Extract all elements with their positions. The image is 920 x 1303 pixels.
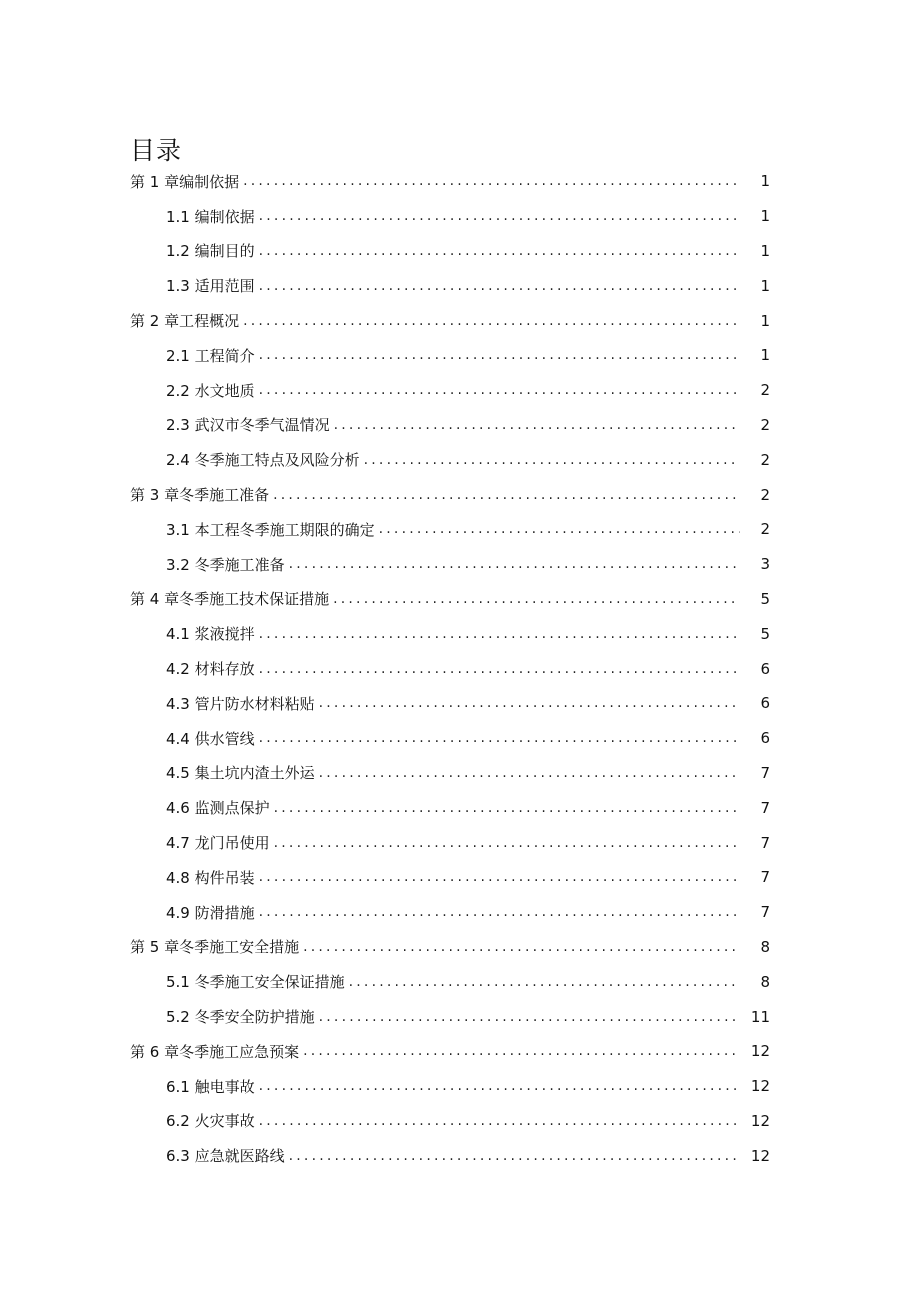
toc-entry-title: 第 6 章冬季施工应急预案 — [130, 1042, 300, 1061]
toc-section-entry[interactable] — [0, 825, 920, 860]
toc-entry-title: 5.2 冬季安全防护措施 — [166, 1008, 315, 1027]
toc-entry-title: 4.6 监测点保护 — [166, 799, 270, 818]
toc-dot-leader — [259, 207, 740, 225]
toc-entry-title: 2.4 冬季施工特点及风险分析 — [166, 451, 360, 470]
toc-section-entry[interactable] — [0, 268, 920, 303]
toc-entry-title: 4.7 龙门吊使用 — [166, 834, 270, 853]
toc-entry-title: 4.9 防滑措施 — [166, 903, 255, 922]
toc-section-entry[interactable] — [0, 1138, 920, 1173]
toc-entry-title: 第 1 章编制依据 — [130, 172, 240, 191]
toc-page-number: 2 — [760, 520, 770, 539]
toc-entry-title: 3.1 本工程冬季施工期限的确定 — [166, 520, 375, 539]
table-of-contents — [0, 164, 920, 1173]
toc-page-number: 12 — [750, 1111, 770, 1130]
toc-page-number: 5 — [760, 624, 770, 643]
toc-dot-leader — [349, 973, 740, 991]
toc-dot-leader — [259, 868, 740, 886]
toc-section-entry[interactable] — [0, 860, 920, 895]
toc-entry-title: 第 5 章冬季施工安全措施 — [130, 938, 300, 957]
toc-page-number: 12 — [750, 1042, 770, 1061]
toc-page-number: 1 — [760, 276, 770, 295]
toc-dot-leader — [259, 346, 740, 364]
toc-section-entry[interactable] — [0, 234, 920, 269]
toc-chapter-entry[interactable] — [0, 930, 920, 965]
toc-page-number: 8 — [760, 972, 770, 991]
toc-page-number: 1 — [760, 241, 770, 260]
toc-section-entry[interactable] — [0, 199, 920, 234]
toc-section-entry[interactable] — [0, 964, 920, 999]
toc-dot-leader — [334, 416, 740, 434]
toc-dot-leader — [259, 1077, 740, 1095]
toc-chapter-entry[interactable] — [0, 477, 920, 512]
toc-page-number: 6 — [760, 694, 770, 713]
toc-page-number: 2 — [760, 381, 770, 400]
toc-entry-title: 1.1 编制依据 — [166, 207, 255, 226]
toc-dot-leader — [259, 242, 740, 260]
toc-section-entry[interactable] — [0, 756, 920, 791]
toc-entry-title: 4.3 管片防水材料粘贴 — [166, 694, 315, 713]
toc-dot-leader — [319, 694, 740, 712]
toc-entry-title: 2.3 武汉市冬季气温情况 — [166, 416, 330, 435]
toc-dot-leader — [273, 486, 740, 504]
toc-page-number: 6 — [760, 659, 770, 678]
toc-section-entry[interactable] — [0, 408, 920, 443]
toc-section-entry[interactable] — [0, 338, 920, 373]
toc-chapter-entry[interactable] — [0, 1034, 920, 1069]
toc-page-number: 8 — [760, 937, 770, 956]
toc-section-entry[interactable] — [0, 616, 920, 651]
toc-section-entry[interactable] — [0, 512, 920, 547]
toc-section-entry[interactable] — [0, 442, 920, 477]
toc-section-entry[interactable] — [0, 1104, 920, 1139]
toc-chapter-entry[interactable] — [0, 164, 920, 199]
toc-chapter-entry[interactable] — [0, 582, 920, 617]
toc-page-number: 2 — [760, 415, 770, 434]
toc-page-number: 3 — [760, 555, 770, 574]
toc-chapter-entry[interactable] — [0, 303, 920, 338]
toc-entry-title: 4.4 供水管线 — [166, 729, 255, 748]
toc-entry-title: 4.1 浆液搅拌 — [166, 625, 255, 644]
toc-entry-title: 6.1 触电事故 — [166, 1077, 255, 1096]
toc-page-number: 7 — [760, 903, 770, 922]
toc-dot-leader — [259, 381, 740, 399]
toc-entry-title: 2.1 工程简介 — [166, 346, 255, 365]
toc-entry-title: 6.3 应急就医路线 — [166, 1147, 285, 1166]
toc-dot-leader — [333, 590, 740, 608]
toc-section-entry[interactable] — [0, 547, 920, 582]
toc-page-number: 11 — [750, 1007, 770, 1026]
toc-dot-leader — [259, 660, 740, 678]
toc-dot-leader — [259, 277, 740, 295]
toc-page-number: 2 — [760, 485, 770, 504]
toc-entry-title: 1.3 适用范围 — [166, 277, 255, 296]
toc-dot-leader — [259, 625, 740, 643]
toc-section-entry[interactable] — [0, 373, 920, 408]
toc-page-number: 1 — [760, 346, 770, 365]
toc-section-entry[interactable] — [0, 651, 920, 686]
toc-entry-title: 4.2 材料存放 — [166, 660, 255, 679]
toc-section-entry[interactable] — [0, 895, 920, 930]
toc-section-entry[interactable] — [0, 1069, 920, 1104]
toc-page-number: 1 — [760, 172, 770, 191]
toc-entry-title: 4.5 集土坑内渣土外运 — [166, 764, 315, 783]
toc-page-number: 6 — [760, 729, 770, 748]
toc-page-number: 7 — [760, 868, 770, 887]
toc-dot-leader — [243, 172, 740, 190]
toc-dot-leader — [364, 451, 740, 469]
toc-page-number: 5 — [760, 589, 770, 608]
toc-dot-leader — [259, 729, 740, 747]
toc-dot-leader — [303, 938, 740, 956]
toc-entry-title: 2.2 水文地质 — [166, 381, 255, 400]
toc-dot-leader — [303, 1042, 740, 1060]
toc-entry-title: 3.2 冬季施工准备 — [166, 555, 285, 574]
toc-section-entry[interactable] — [0, 721, 920, 756]
toc-section-entry[interactable] — [0, 790, 920, 825]
toc-dot-leader — [319, 1008, 740, 1026]
toc-page-number: 2 — [760, 450, 770, 469]
toc-dot-leader — [243, 312, 740, 330]
toc-page-number: 12 — [750, 1146, 770, 1165]
toc-entry-title: 5.1 冬季施工安全保证措施 — [166, 973, 345, 992]
toc-dot-leader — [379, 520, 740, 538]
toc-page-number: 7 — [760, 763, 770, 782]
page-title: 目录 — [130, 135, 183, 165]
toc-page-number: 12 — [750, 1077, 770, 1096]
toc-entry-title: 第 2 章工程概况 — [130, 312, 240, 331]
toc-entry-title: 第 3 章冬季施工准备 — [130, 486, 270, 505]
toc-section-entry[interactable] — [0, 686, 920, 721]
toc-page-number: 7 — [760, 798, 770, 817]
toc-entry-title: 6.2 火灾事故 — [166, 1112, 255, 1131]
toc-section-entry[interactable] — [0, 999, 920, 1034]
toc-dot-leader — [319, 764, 740, 782]
toc-page-number: 1 — [760, 207, 770, 226]
toc-dot-leader — [289, 555, 740, 573]
toc-dot-leader — [274, 834, 740, 852]
toc-dot-leader — [259, 903, 740, 921]
toc-dot-leader — [289, 1147, 740, 1165]
toc-entry-title: 4.8 构件吊装 — [166, 868, 255, 887]
toc-page-number: 1 — [760, 311, 770, 330]
toc-dot-leader — [274, 799, 740, 817]
toc-entry-title: 第 4 章冬季施工技术保证措施 — [130, 590, 330, 609]
toc-page-number: 7 — [760, 833, 770, 852]
toc-entry-title: 1.2 编制目的 — [166, 242, 255, 261]
toc-dot-leader — [259, 1112, 740, 1130]
